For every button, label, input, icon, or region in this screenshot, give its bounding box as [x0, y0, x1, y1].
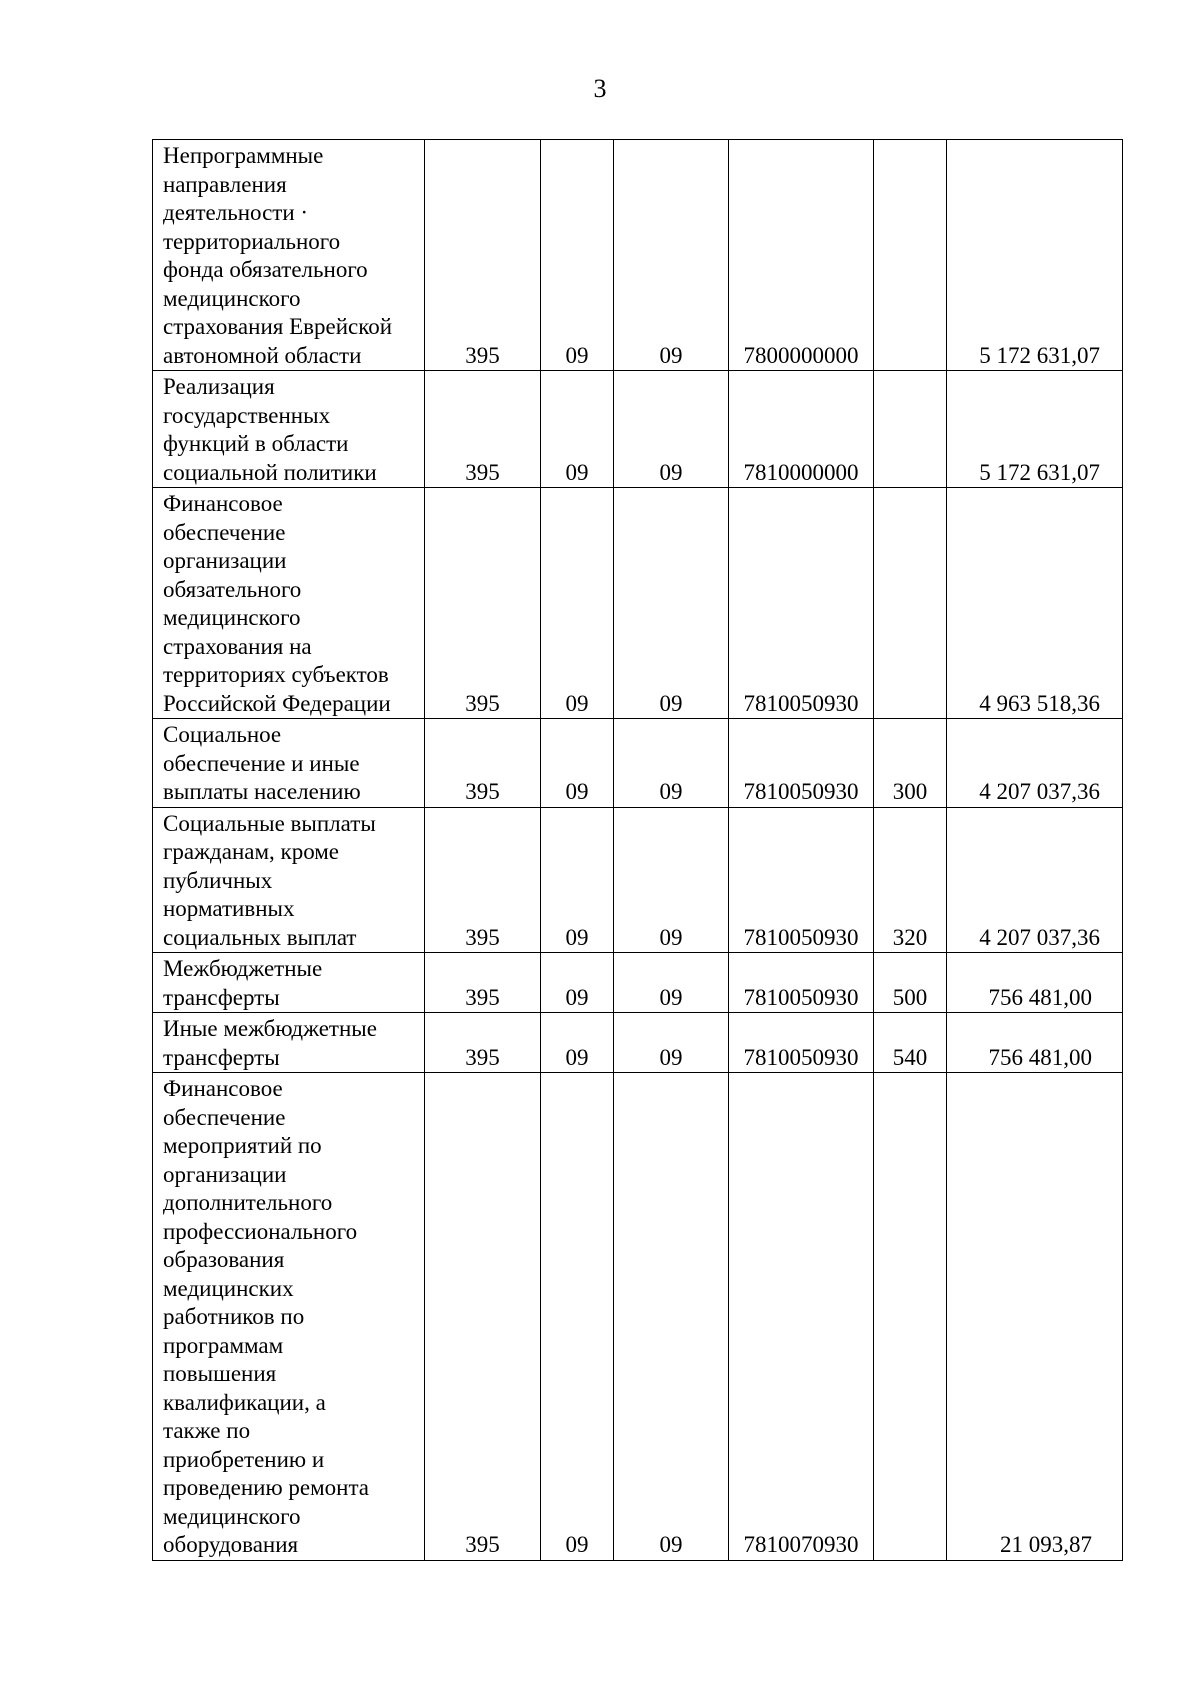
table-row: [153, 807, 1123, 953]
item-name-line: трансферты: [163, 1044, 280, 1070]
item-name-line: организации: [163, 1161, 287, 1187]
section-code-cell: 09: [541, 371, 614, 488]
amount-cell: 4 207 037,36: [947, 719, 1123, 808]
section-code-cell: 09: [541, 140, 614, 371]
item-name-line: оборудования: [163, 1532, 299, 1557]
item-name-line: программам: [163, 1332, 284, 1358]
subsection-code-cell: 09: [614, 719, 729, 808]
table-row: [153, 719, 1123, 808]
section-code-cell: 09: [541, 1073, 614, 1561]
section-code-cell: 09: [541, 488, 614, 719]
table-row: [153, 1013, 1123, 1073]
item-name-cell: [153, 719, 425, 808]
expense-type-cell: [874, 488, 947, 719]
item-name-line: функций в области: [163, 431, 349, 456]
expense-type-cell: [874, 140, 947, 371]
target-article-cell: 7810050930: [729, 488, 874, 719]
item-name-line: обеспечение и иные: [163, 750, 360, 776]
amount-cell: 756 481,00: [947, 953, 1123, 1013]
item-name-line: государственных: [163, 402, 331, 428]
item-name-line: обязательного: [163, 576, 302, 602]
item-name-line: публичных: [163, 867, 273, 893]
item-name-line: работников по: [163, 1304, 305, 1329]
target-article-cell: 7810070930: [729, 1073, 874, 1561]
glav-code-cell: 395: [425, 371, 541, 488]
table-row: [153, 371, 1123, 488]
item-name-line: деятельности ·: [163, 200, 309, 225]
item-name-line: также по: [163, 1418, 251, 1443]
item-name-line: мероприятий по: [163, 1133, 322, 1158]
item-name-line: направления: [163, 171, 287, 197]
subsection-code-cell: 09: [614, 371, 729, 488]
table-body: [153, 140, 1123, 1561]
item-name-line: выплаты населению: [163, 779, 361, 804]
item-name-line: трансферты: [163, 984, 280, 1010]
section-code-cell: 09: [541, 1013, 614, 1073]
target-article-cell: 7810050930: [729, 1013, 874, 1073]
item-name-line: Финансовое: [163, 491, 283, 516]
glav-code-cell: 395: [425, 953, 541, 1013]
item-name-line: гражданам, кроме: [163, 839, 340, 864]
page-number: 3: [593, 74, 607, 103]
item-name-line: образования: [163, 1247, 285, 1272]
item-name-line: нормативных: [163, 896, 295, 921]
table-row: [153, 488, 1123, 719]
target-article-cell: 7810050930: [729, 953, 874, 1013]
table-row: [153, 1073, 1123, 1561]
section-code-cell: 09: [541, 953, 614, 1013]
item-name-line: профессионального: [163, 1218, 358, 1244]
subsection-code-cell: 09: [614, 1013, 729, 1073]
glav-code-cell: 395: [425, 1073, 541, 1561]
item-name-line: организации: [163, 548, 287, 573]
glav-code-cell: 395: [425, 1013, 541, 1073]
amount-cell: 756 481,00: [947, 1013, 1123, 1073]
item-name-line: обеспечение: [163, 1104, 286, 1130]
item-name-line: квалификации, а: [163, 1389, 326, 1415]
item-name-line: дополнительного: [163, 1190, 333, 1215]
target-article-cell: 7800000000: [729, 140, 874, 371]
table-row: [153, 140, 1123, 371]
glav-code-cell: 395: [425, 719, 541, 808]
item-name-line: Российской Федерации: [163, 690, 391, 716]
item-name-line: страхования Еврейской: [163, 314, 393, 339]
glav-code-cell: 395: [425, 140, 541, 371]
section-code-cell: 09: [541, 719, 614, 808]
expense-type-cell: [874, 1073, 947, 1561]
amount-cell: 5 172 631,07: [947, 371, 1123, 488]
subsection-code-cell: 09: [614, 807, 729, 953]
target-article-cell: 7810050930: [729, 807, 874, 953]
glav-code-cell: 395: [425, 488, 541, 719]
subsection-code-cell: 09: [614, 1073, 729, 1561]
item-name-line: Социальное: [163, 722, 282, 747]
item-name-cell: [153, 371, 425, 488]
expense-type-cell: 320: [874, 807, 947, 953]
item-name-line: социальной политики: [163, 459, 377, 485]
item-name-cell: [153, 1073, 425, 1561]
table-row: [153, 953, 1123, 1013]
item-name-line: Финансовое: [163, 1076, 283, 1101]
subsection-code-cell: 09: [614, 953, 729, 1013]
item-name-line: приобретению и: [163, 1446, 325, 1472]
expense-type-cell: 540: [874, 1013, 947, 1073]
section-code-cell: 09: [541, 807, 614, 953]
amount-cell: 21 093,87: [947, 1073, 1123, 1561]
item-name-line: Межбюджетные: [163, 956, 323, 981]
target-article-cell: 7810050930: [729, 719, 874, 808]
item-name-cell: [153, 488, 425, 719]
item-name-line: проведению ремонта: [163, 1475, 370, 1500]
item-name-line: фонда обязательного: [163, 257, 368, 282]
subsection-code-cell: 09: [614, 488, 729, 719]
item-name-line: Реализация: [163, 374, 275, 399]
item-name-cell: [153, 807, 425, 953]
item-name-line: медицинских: [163, 1275, 294, 1301]
subsection-code-cell: 09: [614, 140, 729, 371]
glav-code-cell: 395: [425, 807, 541, 953]
item-name-line: Социальные выплаты: [163, 810, 376, 836]
item-name-line: медицинского: [163, 1503, 301, 1529]
expense-type-cell: 500: [874, 953, 947, 1013]
item-name-line: медицинского: [163, 285, 301, 311]
item-name-line: территориях субъектов: [163, 662, 389, 687]
item-name-line: Иные межбюджетные: [163, 1016, 377, 1041]
item-name-line: обеспечение: [163, 519, 286, 545]
budget-table: [152, 139, 1123, 1561]
amount-cell: 4 207 037,36: [947, 807, 1123, 953]
item-name-line: территориального: [163, 228, 341, 254]
expense-type-cell: [874, 371, 947, 488]
target-article-cell: 7810000000: [729, 371, 874, 488]
expense-type-cell: 300: [874, 719, 947, 808]
amount-cell: 4 963 518,36: [947, 488, 1123, 719]
item-name-line: страхования на: [163, 633, 312, 659]
item-name-cell: [153, 1013, 425, 1073]
item-name-line: Непрограммные: [163, 143, 324, 168]
item-name-line: медицинского: [163, 605, 301, 630]
item-name-cell: [153, 953, 425, 1013]
item-name-cell: [153, 140, 425, 371]
item-name-line: социальных выплат: [163, 924, 357, 950]
item-name-line: автономной области: [163, 342, 362, 368]
amount-cell: 5 172 631,07: [947, 140, 1123, 371]
item-name-line: повышения: [163, 1361, 277, 1386]
